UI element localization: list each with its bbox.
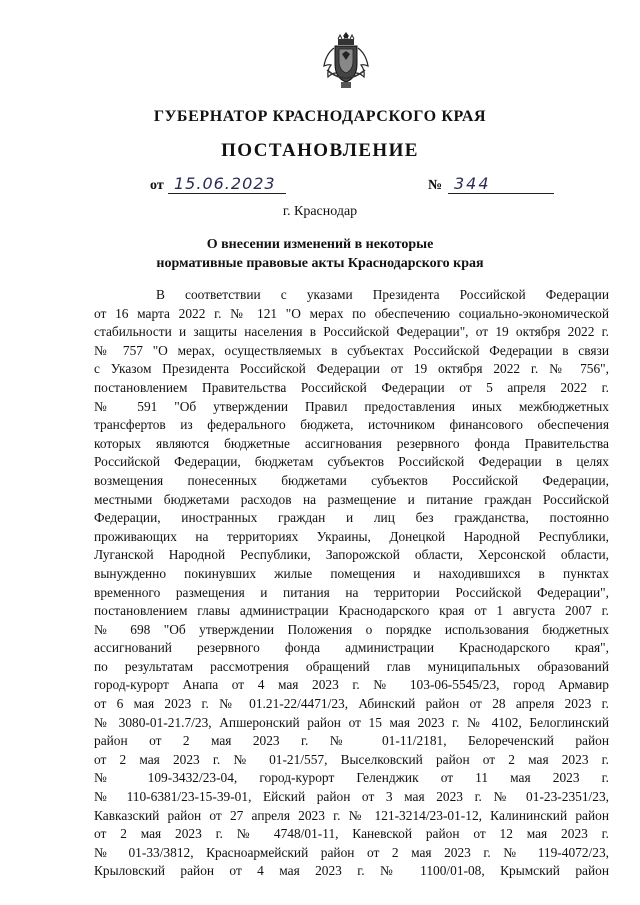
body-line: город-курорт Анапа от 4 мая 2023 г. № 103-06-5545/23, город Армавир — [94, 677, 609, 693]
date-number-row — [0, 174, 640, 198]
document-body — [94, 286, 609, 881]
body-line: от 2 мая 2023 г. № 4748/01-11, Каневской район от 12 мая 2023 г. — [94, 826, 609, 842]
date-prefix: от — [150, 178, 164, 193]
body-line: временного размещения и питания на территории Российской Федерации", — [94, 584, 609, 600]
city: г. Краснодар — [282, 204, 358, 219]
body-line: № 591 "Об утверждении Правил предоставления иных межбюджетных — [94, 398, 609, 414]
body-line: по результатам рассмотрения обращений глав муниципальных образований — [94, 658, 609, 674]
body-line: № 110-6381/23-15-39-01, Ейский район от 3 мая 2023 г. № 01-23-2351/23, — [94, 789, 609, 805]
body-line: Луганской Народной Республики, Запорожской области, Херсонской области, — [94, 547, 609, 563]
body-line: трансфертов из федерального бюджета, источником финансового обеспечения — [94, 417, 609, 433]
body-line: проживающих на территориях Украины, Донецкой Народной Республики, — [94, 528, 609, 544]
body-line: № 01-33/3812, Красноармейский район от 2 мая 2023 г. № 119-4072/23, — [94, 844, 609, 860]
body-line: № 109-3432/23-04, город-курорт Геленджик от 11 мая 2023 г. — [94, 770, 609, 786]
body-line: постановлением Правительства Российской Федерации от 5 апреля 2022 г. — [94, 379, 609, 395]
document-title — [100, 235, 540, 273]
body-line: ассигнований резервного фонда администрации Краснодарского края", — [94, 640, 609, 656]
body-line: местными бюджетами расходов на размещение и питание граждан Российской — [94, 491, 609, 507]
body-line: стабильности и защиты населения в Российской Федерации", от 19 октября 2022 г. — [94, 324, 609, 340]
body-line: постановлением главы администрации Краснодарского края от 1 августа 2007 г. — [94, 603, 609, 619]
body-line: которых являются бюджетные ассигнования резервного фонда Правительства — [94, 435, 609, 451]
body-line: Крыловский район от 4 мая 2023 г. № 1100/01-08, Крымский район — [94, 863, 609, 879]
body-line: Кавказский район от 27 апреля 2023 г. № 121-3214/23-01-12, Калининский район — [94, 807, 609, 823]
issuing-authority: ГУБЕРНАТОР КРАСНОДАРСКОГО КРАЯ — [153, 108, 487, 125]
document-date: 15.06.2023 — [168, 174, 286, 194]
coat-of-arms-emblem — [319, 30, 373, 92]
body-line: № 698 "Об утверждении Положения о порядке использования бюджетных — [94, 621, 609, 637]
body-line: В соответствии с указами Президента Российской Федерации — [156, 287, 609, 302]
body-line: от 6 мая 2023 г. № 01.21-22/4471/23, Абинский район от 28 апреля 2023 г. — [94, 696, 609, 712]
body-line: возмещения понесенных бюджетами субъектов Российской Федерации, — [94, 472, 609, 488]
body-line: Российской Федерации, бюджетам субъектов Российской Федерации в целях — [94, 454, 609, 470]
body-line: № 3080-01-21.7/23, Апшеронский район от 15 мая 2023 г. № 4102, Белоглинский — [94, 714, 609, 730]
document-type: ПОСТАНОВЛЕНИЕ — [221, 140, 419, 161]
body-line: от 16 марта 2022 г. № 121 "О мерах по обеспечению социально-экономической — [94, 305, 609, 321]
body-line: № 757 "О мерах, осуществляемых в субъектах Российской Федерации в связи — [94, 342, 609, 358]
body-line: Федерации, иностранных граждан и лиц без гражданства, постоянно — [94, 510, 609, 526]
number-prefix: № — [428, 178, 443, 193]
document-number: 344 — [448, 174, 554, 194]
body-line: с Указом Президента Российской Федерации от 19 октября 2022 г. № 756", — [94, 361, 609, 377]
body-line: от 2 мая 2023 г. № 01-21/557, Выселковский район от 2 мая 2023 г. — [94, 751, 609, 767]
body-line: район от 2 мая 2023 г. № 01-11/2181, Белореченский район — [94, 733, 609, 749]
body-line: вынужденно покинувших жилые помещения и находившихся в пунктах — [94, 565, 609, 581]
title-line: нормативные правовые акты Краснодарского края — [156, 256, 484, 271]
title-line: О внесении изменений в некоторые — [206, 237, 434, 252]
